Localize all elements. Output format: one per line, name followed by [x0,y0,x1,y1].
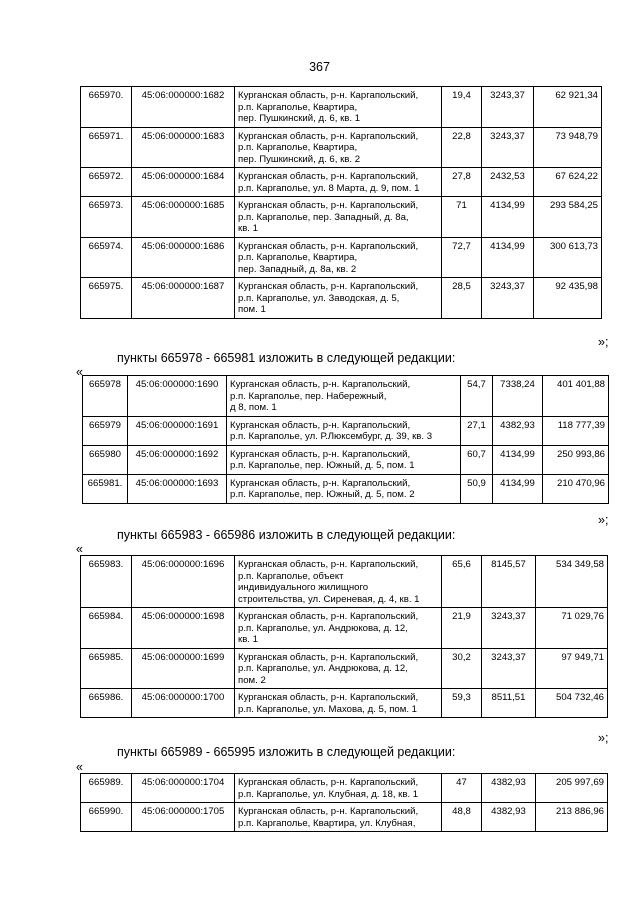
address-line: индивидуального жилищного [238,582,369,593]
table-row [83,445,609,474]
row-number-cell: 665990. [81,803,132,832]
table-row [81,237,602,278]
address-line: р.п. Каргаполье, ул. Заводская, д. 5, [238,292,400,304]
area-cell: 59,3 [442,689,482,718]
address-line: пом. 2 [238,674,266,686]
cadastral-number-cell: 45:06:000000:1699 [132,648,235,689]
table-row [81,168,602,197]
address-line: р.п. Каргаполье, пер. Набережный, [230,390,387,402]
rate-cell: 8511,51 [482,689,536,718]
cadastral-cost-cell: 67 624,22 [534,168,602,197]
address-cell [235,168,442,197]
rate-cell: 3243,37 [482,87,534,128]
rate-cell: 7338,24 [493,376,543,417]
rate-cell: 2432,53 [482,168,534,197]
rate-cell: 3243,37 [482,278,534,319]
cadastral-cost-cell: 92 435,98 [534,278,602,319]
cadastral-number-cell: 45:06:000000:1693 [128,474,227,503]
cadastral-number-cell: 45:06:000000:1690 [128,376,227,417]
table-row [81,556,608,608]
address-line: Курганская область, р-н. Каргапольский, [238,611,419,622]
area-cell: 47 [442,774,482,803]
cadastral-number-cell: 45:06:000000:1684 [132,168,235,197]
rate-cell: 4382,93 [493,416,543,445]
address-cell [227,474,461,503]
address-line: р.п. Каргаполье, ул. Р.Люксембург, д. 39, кв. 3 [230,431,433,442]
address-line: р.п. Каргаполье, ул. Клубная, д. 18, кв. 1 [238,788,419,800]
address-line: р.п. Каргаполье, ул. Андрюкова, д. 12, [238,622,408,634]
address-line: Курганская область, р-н. Каргапольский, [238,130,419,142]
cadastral-cost-cell: 250 993,86 [543,445,609,474]
address-line: пер. Пушкинский, д. 6, кв. 1 [238,113,361,124]
cadastral-number-cell: 45:06:000000:1705 [132,803,235,832]
rate-cell: 3243,37 [482,648,536,689]
row-number-cell: 665979 [83,416,128,445]
row-number-cell: 665984. [81,608,132,649]
open-quote-2: « [76,365,83,379]
open-quote-3: « [76,542,83,556]
table-row [81,774,608,803]
area-cell: 27,1 [461,416,493,445]
rate-cell: 4382,93 [482,774,536,803]
address-line: пер. Пушкинский, д. 6, кв. 2 [238,153,361,165]
cadastral-cost-cell: 300 613,73 [534,237,602,278]
area-cell: 28,5 [442,278,482,319]
cadastral-number-cell: 45:06:000000:1692 [128,445,227,474]
cadastral-cost-cell: 71 029,76 [536,608,608,649]
row-number-cell: 665986. [81,689,132,718]
table-row [81,278,602,319]
address-line: р.п. Каргаполье, ул. Махова, д. 5, пом. 1 [238,703,418,715]
address-cell [235,556,442,608]
rate-cell: 4134,99 [493,445,543,474]
table-row [83,474,609,503]
address-cell [235,774,442,803]
cadastral-cost-cell: 401 401,88 [543,376,609,417]
area-cell: 30,2 [442,648,482,689]
area-cell: 48,8 [442,803,482,832]
address-cell [227,376,461,417]
cadastral-number-cell: 45:06:000000:1687 [132,278,235,319]
section-heading-4: пункты 665989 - 665995 изложить в следующей редакции: [117,745,456,759]
cadastral-cost-cell: 293 584,25 [534,197,602,238]
area-cell: 19,4 [442,87,482,128]
cadastral-cost-cell: 504 732,46 [536,689,608,718]
address-line: Курганская область, р-н. Каргапольский, [230,477,411,489]
address-line: р.п. Каргаполье, пер. Западный, д. 8а, [238,211,409,223]
table-row [83,416,609,445]
address-line: пер. Западный, д. 8а, кв. 2 [238,263,357,275]
address-cell [235,608,442,649]
address-cell [235,648,442,689]
area-cell: 72,7 [442,237,482,278]
cadastral-number-cell: 45:06:000000:1698 [132,608,235,649]
rate-cell: 4134,99 [482,197,534,238]
table-row [81,197,602,238]
cadastral-number-cell: 45:06:000000:1691 [128,416,227,445]
row-number-cell: 665983. [81,556,132,608]
address-line: Курганская область, р-н. Каргапольский, [238,651,419,663]
table-row [81,648,608,689]
address-line: р.п. Каргаполье, Квартира, ул. Клубная, [238,817,416,829]
cadastral-cost-cell: 205 997,69 [536,774,608,803]
area-cell: 54,7 [461,376,493,417]
table-row [81,689,608,718]
address-cell [235,87,442,128]
area-cell: 60,7 [461,445,493,474]
area-cell: 50,9 [461,474,493,503]
cadastral-number-cell: 45:06:000000:1682 [132,87,235,128]
address-cell [235,237,442,278]
area-cell: 22,8 [442,127,482,168]
row-number-cell: 665975. [81,278,132,319]
cadastral-cost-cell: 97 949,71 [536,648,608,689]
address-line: Курганская область, р-н. Каргапольский, [238,559,419,570]
address-line: Курганская область, р-н. Каргапольский, [238,90,419,101]
address-line: Курганская область, р-н. Каргапольский, [238,240,419,252]
rate-cell: 4134,99 [493,474,543,503]
address-line: д 8, пом. 1 [230,402,277,413]
cadastral-cost-cell: 118 777,39 [543,416,609,445]
cadastral-number-cell: 45:06:000000:1696 [132,556,235,608]
table-row [83,376,609,417]
area-cell: 71 [442,197,482,238]
address-line: кв. 1 [238,223,258,234]
address-line: р.п. Каргаполье, пер. Южный, д. 5, пом. 1 [230,460,415,471]
close-quote-2: »; [598,513,609,527]
close-quote-1: »; [598,335,609,349]
address-line: кв. 1 [238,634,258,645]
open-quote-4: « [76,760,83,774]
cadastral-number-cell: 45:06:000000:1700 [132,689,235,718]
cadastral-number-cell: 45:06:000000:1683 [132,127,235,168]
address-line: р.п. Каргаполье, объект [238,570,344,582]
row-number-cell: 665985. [81,648,132,689]
page-number: 367 [309,60,330,74]
row-number-cell: 665980 [83,445,128,474]
table-row [81,803,608,832]
row-number-cell: 665970. [81,87,132,128]
table-row [81,127,602,168]
property-table-2 [82,375,609,504]
address-line: Курганская область, р-н. Каргапольский, [238,692,419,703]
table-row [81,608,608,649]
address-line: пом. 1 [238,304,266,315]
address-cell [235,278,442,319]
section-heading-2: пункты 665978 - 665981 изложить в следующей редакции: [117,351,456,365]
area-cell: 27,8 [442,168,482,197]
close-quote-3: »; [598,731,609,745]
cadastral-cost-cell: 73 948,79 [534,127,602,168]
property-table-3 [80,555,608,718]
address-line: р.п. Каргаполье, ул. Андрюкова, д. 12, [238,663,408,674]
address-cell [235,689,442,718]
property-table-1 [80,86,602,319]
address-line: Курганская область, р-н. Каргапольский, [230,419,411,431]
area-cell: 65,6 [442,556,482,608]
address-line: Курганская область, р-н. Каргапольский, [238,281,419,292]
row-number-cell: 665972. [81,168,132,197]
cadastral-cost-cell: 534 349,58 [536,556,608,608]
address-line: р.п. Каргаполье, Квартира, [238,252,358,263]
row-number-cell: 665974. [81,237,132,278]
row-number-cell: 665989. [81,774,132,803]
table-row [81,87,602,128]
address-line: строительства, ул. Сиреневая, д. 4, кв. 1 [238,593,420,605]
cadastral-cost-cell: 213 886,96 [536,803,608,832]
cadastral-cost-cell: 210 470,96 [543,474,609,503]
area-cell: 21,9 [442,608,482,649]
address-line: Курганская область, р-н. Каргапольский, [238,777,419,788]
address-line: р.п. Каргаполье, ул. 8 Марта, д. 9, пом. 1 [238,182,420,194]
section-heading-3: пункты 665983 - 665986 изложить в следующей редакции: [117,528,456,542]
cadastral-number-cell: 45:06:000000:1685 [132,197,235,238]
address-cell [235,127,442,168]
address-line: Курганская область, р-н. Каргапольский, [238,171,419,182]
address-cell [235,197,442,238]
rate-cell: 3243,37 [482,127,534,168]
row-number-cell: 665973. [81,197,132,238]
address-line: р.п. Каргаполье, Квартира, [238,142,358,153]
cadastral-cost-cell: 62 921,34 [534,87,602,128]
rate-cell: 4382,93 [482,803,536,832]
address-line: Курганская область, р-н. Каргапольский, [230,448,411,460]
row-number-cell: 665978 [83,376,128,417]
property-table-4 [80,773,608,832]
address-line: Курганская область, р-н. Каргапольский, [238,806,419,817]
cadastral-number-cell: 45:06:000000:1704 [132,774,235,803]
rate-cell: 4134,99 [482,237,534,278]
address-line: р.п. Каргаполье, Квартира, [238,101,358,113]
cadastral-number-cell: 45:06:000000:1686 [132,237,235,278]
rate-cell: 3243,37 [482,608,536,649]
address-line: р.п. Каргаполье, пер. Южный, д. 5, пом. 2 [230,489,415,500]
row-number-cell: 665981. [83,474,128,503]
row-number-cell: 665971. [81,127,132,168]
rate-cell: 8145,57 [482,556,536,608]
address-line: Курганская область, р-н. Каргапольский, [230,379,411,390]
address-line: Курганская область, р-н. Каргапольский, [238,200,419,211]
address-cell [235,803,442,832]
address-cell [227,416,461,445]
address-cell [227,445,461,474]
